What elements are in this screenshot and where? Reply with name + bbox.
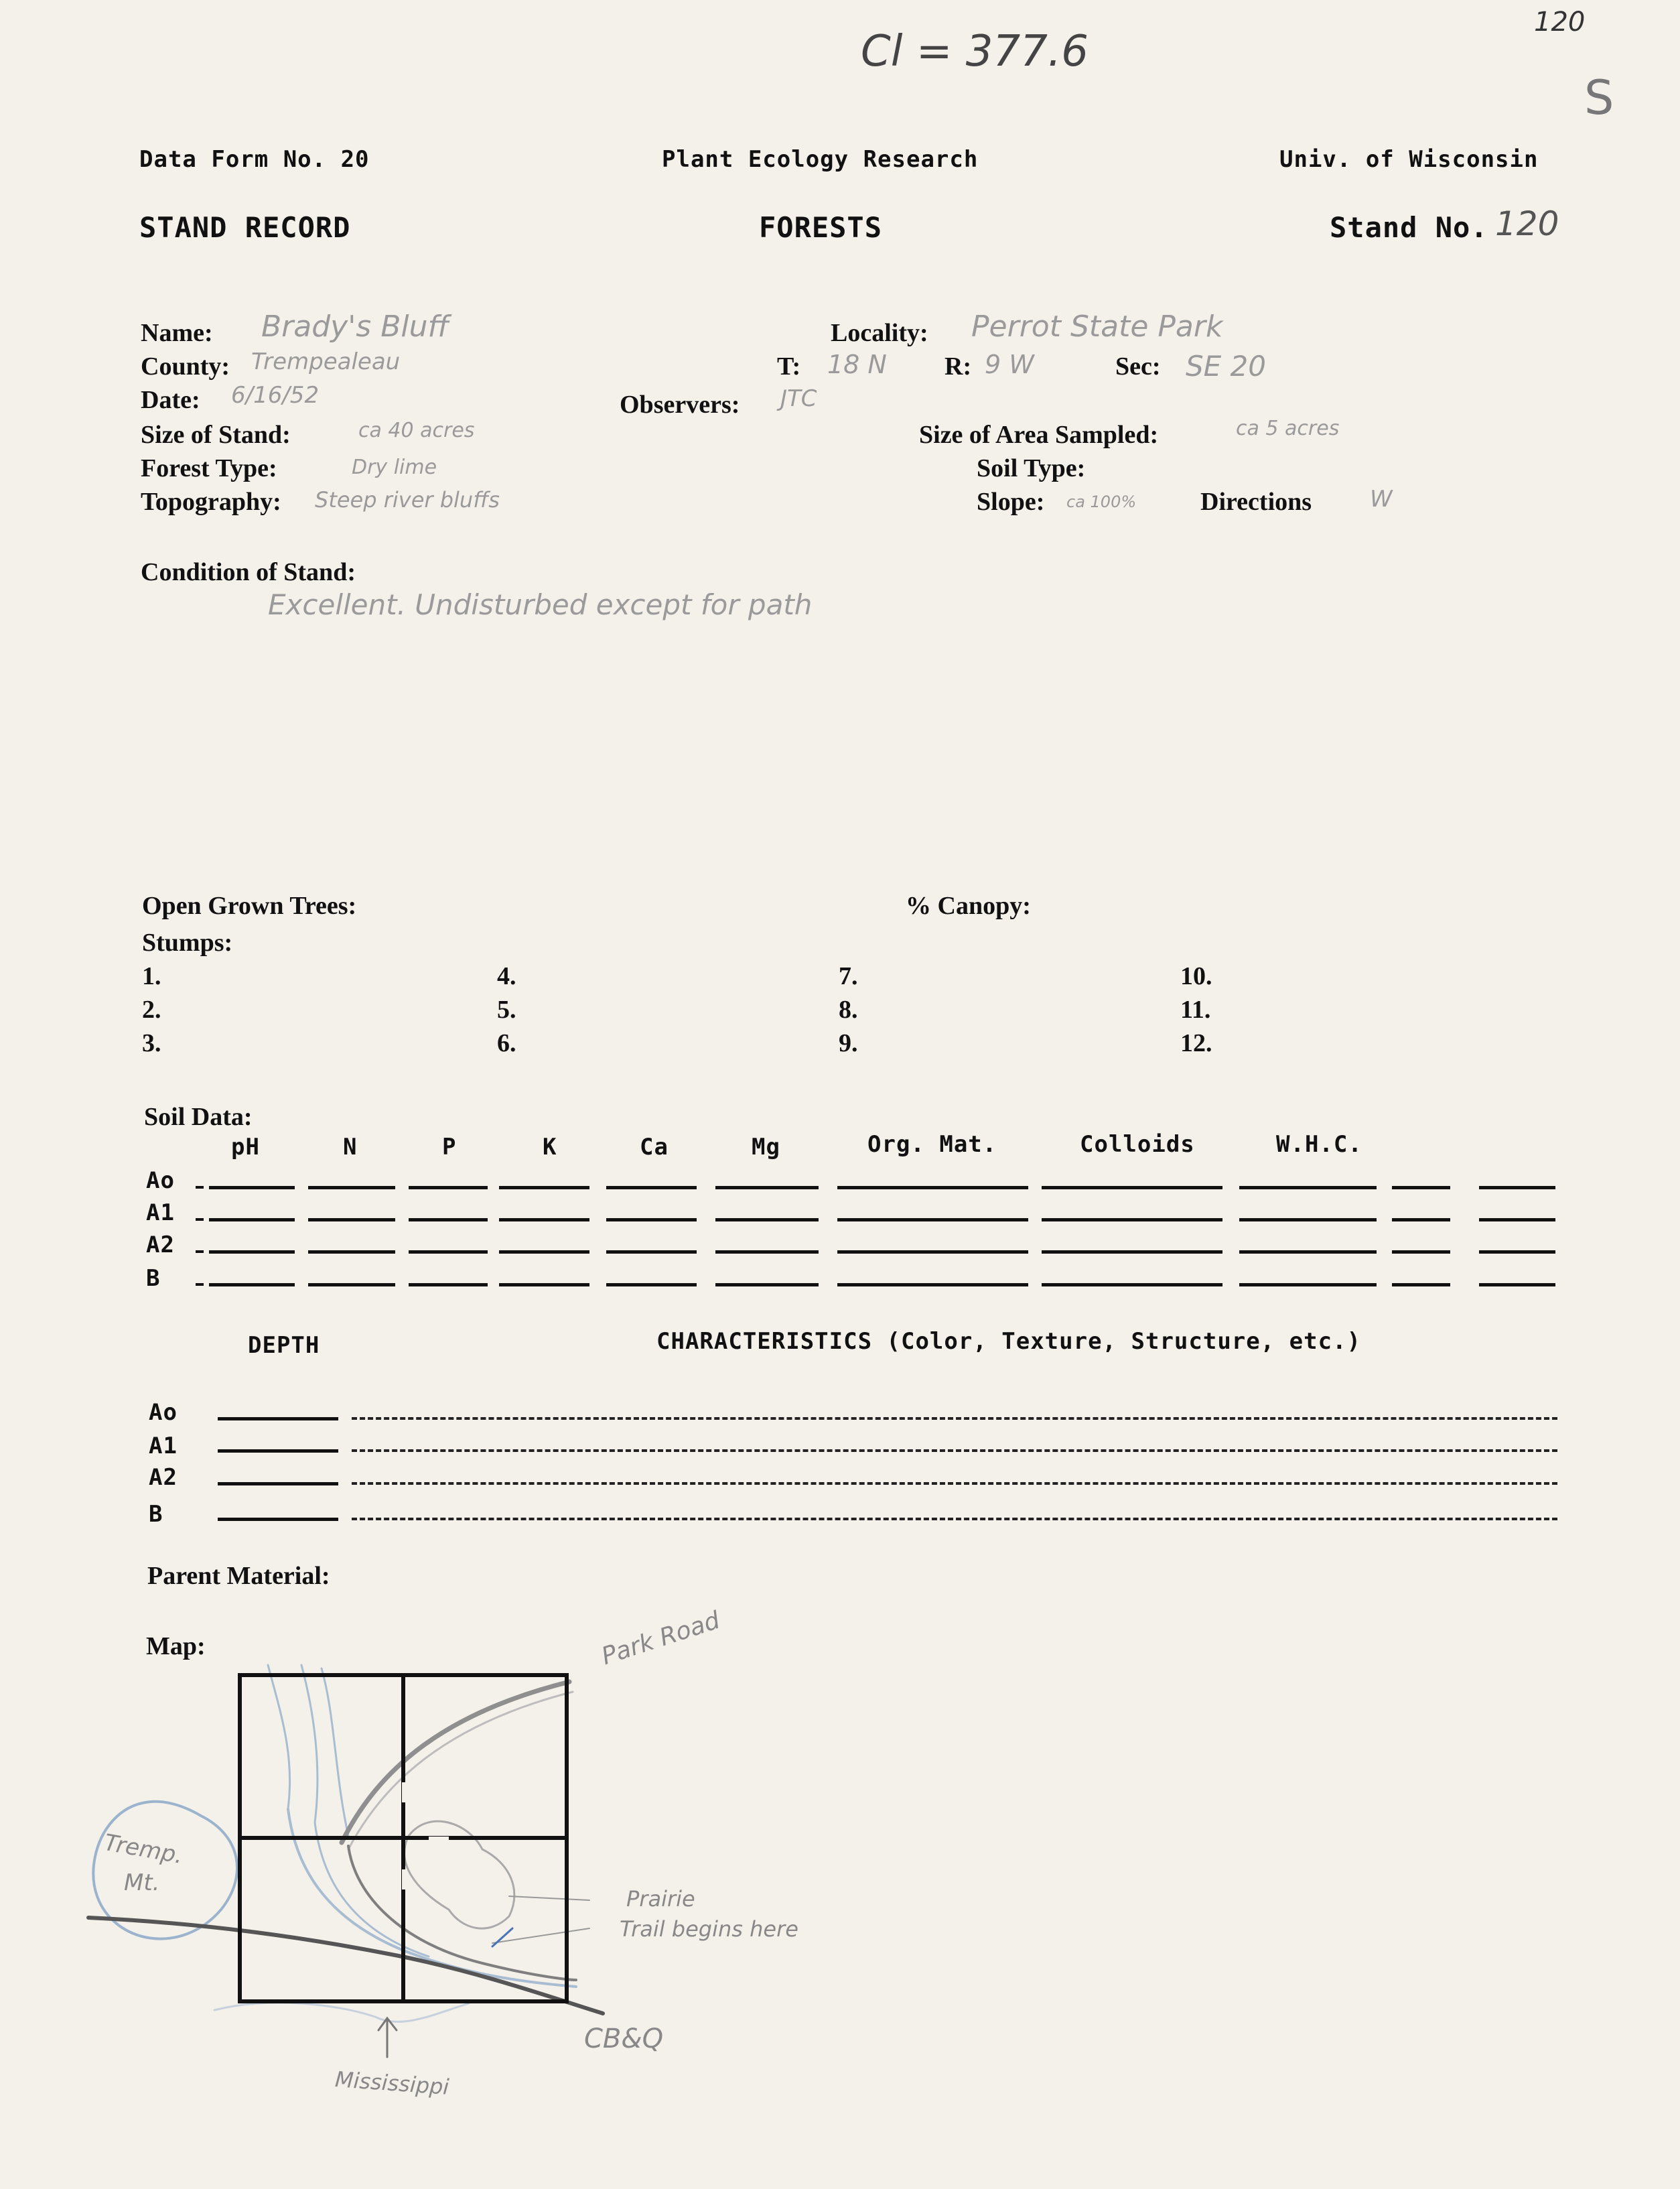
forest-type-value: Dry lime [352, 456, 437, 479]
r-label: R: [944, 352, 972, 381]
forest-type-label: Forest Type: [141, 454, 277, 482]
name-value: Brady's Bluff [261, 310, 449, 344]
directions-label: Directions [1200, 488, 1312, 516]
profile-row: B [149, 1501, 163, 1528]
record-title: STAND RECORD [139, 211, 351, 244]
date-label: Date: [141, 386, 200, 414]
stump-number: 3. [142, 1029, 161, 1057]
stump-number: 2. [142, 996, 161, 1024]
soil-column: Ca [640, 1134, 669, 1160]
condition-value: Excellent. Undisturbed except for path [268, 588, 813, 621]
map-label-tremp: Tremp. [102, 1829, 186, 1869]
size-area-value: ca 5 acres [1236, 417, 1340, 440]
stump-number: 11. [1180, 996, 1211, 1024]
locality-label: Locality: [831, 319, 928, 347]
stump-number: 10. [1180, 962, 1212, 990]
observers-label: Observers: [620, 391, 740, 419]
soil-row: A2 [146, 1232, 175, 1258]
stand-label: Stand No. [1330, 211, 1488, 244]
stump-number: 1. [142, 962, 161, 990]
stand-value: 120 [1495, 204, 1559, 243]
county-value: Trempealeau [251, 348, 401, 375]
stump-number: 4. [497, 962, 516, 990]
slope-label: Slope: [977, 488, 1045, 516]
soil-row: A1 [146, 1199, 175, 1226]
sec-value: SE 20 [1186, 350, 1266, 383]
form-number: Data Form No. 20 [139, 146, 370, 173]
soil-column: Mg [752, 1134, 780, 1160]
map-label-prairie: Prairie [626, 1886, 695, 1912]
map-label-cbq: CB&Q [584, 2024, 664, 2054]
profile-row: A2 [149, 1464, 178, 1491]
soil-row: B [146, 1265, 161, 1292]
characteristics-label: CHARACTERISTICS (Color, Texture, Structure, etc.) [656, 1328, 1362, 1355]
slope-value: ca 100% [1066, 492, 1137, 511]
soil-column: W.H.C. [1276, 1131, 1362, 1158]
soil-type-label: Soil Type: [977, 454, 1086, 482]
soil-row: Ao [146, 1167, 175, 1194]
size-area-label: Size of Area Sampled: [919, 421, 1159, 449]
university: Univ. of Wisconsin [1279, 146, 1539, 173]
canopy-label: % Canopy: [906, 892, 1031, 920]
stump-number: 8. [839, 996, 858, 1024]
map-label-mississippi: Mississippi [334, 2066, 450, 2100]
soil-column: pH [231, 1134, 260, 1160]
map-label-mt: Mt. [124, 1869, 160, 1896]
t-value: 18 N [827, 350, 887, 379]
forest-title: FORESTS [759, 211, 883, 244]
profile-row: A1 [149, 1433, 178, 1459]
r-value: 9 W [985, 350, 1034, 379]
soil-column: K [543, 1134, 557, 1160]
org-name: Plant Ecology Research [662, 146, 979, 173]
topography-value: Steep river bluffs [315, 487, 500, 513]
map-label-park-road: Park Road [598, 1606, 723, 1671]
annotation-stand-number: 120 [1534, 7, 1586, 38]
map-label-trail: Trail begins here [620, 1916, 798, 1942]
stump-number: 12. [1180, 1029, 1212, 1057]
condition-label: Condition of Stand: [141, 558, 356, 586]
stump-number: 5. [497, 996, 516, 1024]
name-label: Name: [141, 319, 213, 347]
size-stand-value: ca 40 acres [358, 419, 475, 442]
directions-value: W [1370, 486, 1393, 513]
stump-number: 6. [497, 1029, 516, 1057]
locality-value: Perrot State Park [971, 310, 1223, 344]
soil-data-label: Soil Data: [144, 1103, 253, 1131]
sec-label: Sec: [1115, 352, 1161, 381]
stump-number: 7. [839, 962, 858, 990]
open-grown-label: Open Grown Trees: [142, 892, 357, 920]
size-stand-label: Size of Stand: [141, 421, 291, 449]
stump-number: 9. [839, 1029, 858, 1057]
stumps-label: Stumps: [142, 929, 233, 957]
soil-column: Org. Mat. [867, 1131, 997, 1158]
annotation-ci: Cl = 377.6 [861, 27, 1089, 76]
soil-column: N [343, 1134, 358, 1160]
soil-column: P [442, 1134, 457, 1160]
topography-label: Topography: [141, 488, 281, 516]
soil-column: Colloids [1080, 1131, 1195, 1158]
parent-material-label: Parent Material: [147, 1562, 330, 1590]
depth-label: DEPTH [248, 1332, 320, 1359]
t-label: T: [777, 352, 801, 381]
annotation-mark: S [1584, 70, 1614, 125]
map-label: Map: [146, 1632, 206, 1660]
county-label: County: [141, 352, 230, 381]
profile-row: Ao [149, 1399, 178, 1426]
observers-value: JTC [780, 385, 817, 412]
date-value: 6/16/52 [231, 382, 320, 409]
